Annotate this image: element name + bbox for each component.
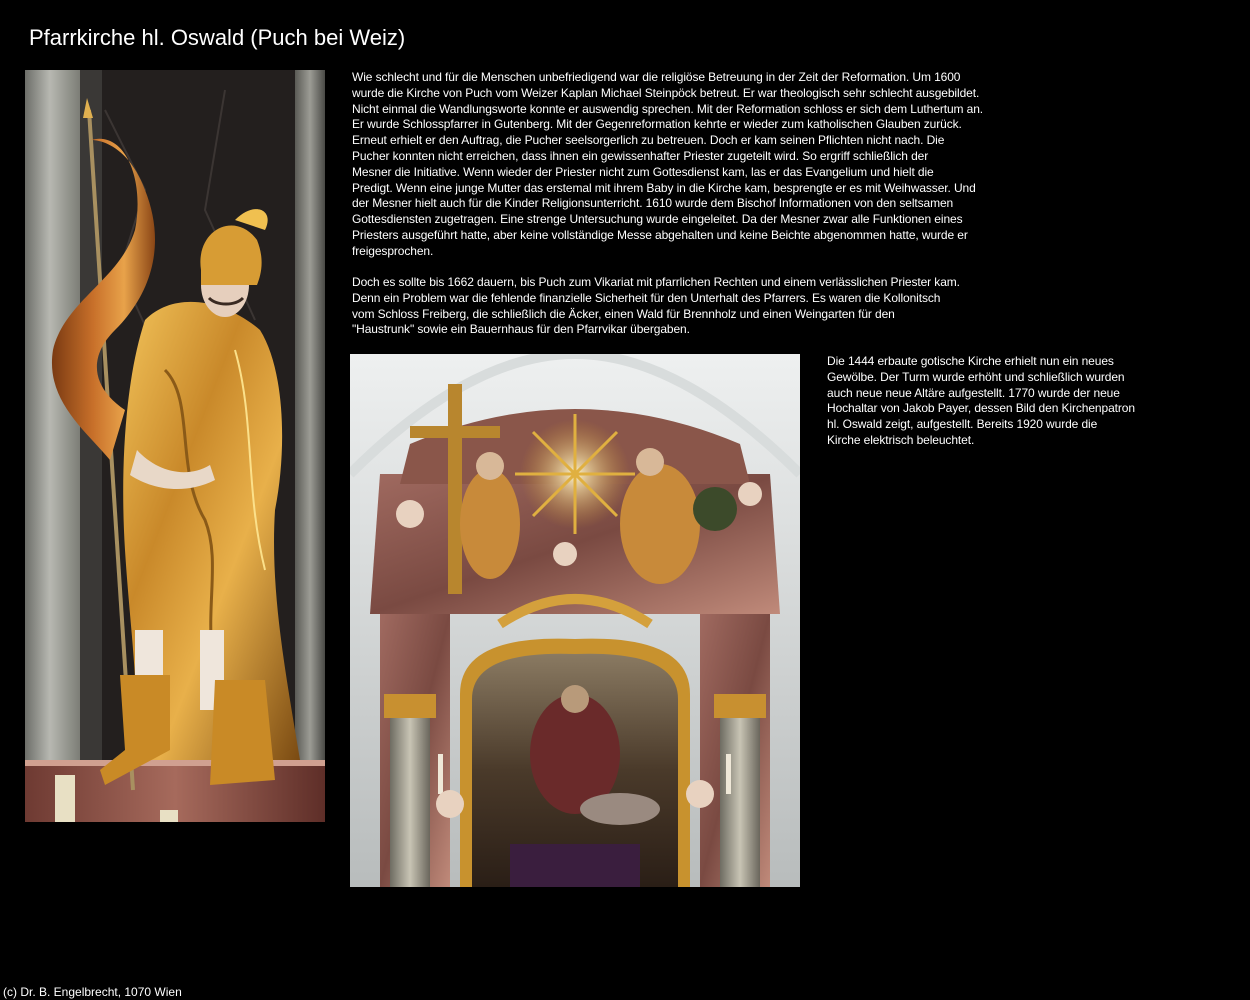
statue-photo <box>25 70 325 822</box>
high-altar-photo <box>350 354 800 887</box>
church-history-paragraph: Die 1444 erbaute gotische Kirche erhielt nun ein neues Gewölbe. Der Turm wurde erhöht und schließlich wurden auch neue neue Altäre aufgestellt. 1770 wurde der neue Hochaltar von Jakob Payer, dessen Bild den Kirchenpatron hl. Oswald zeigt, aufgestellt. Bereits 1920 wurde die Kirche elektrisch beleuchtet. <box>827 354 1135 447</box>
page-title: Pfarrkirche hl. Oswald (Puch bei Weiz) <box>29 25 406 50</box>
copyright-footer: (c) Dr. B. Engelbrecht, 1070 Wien <box>3 985 182 999</box>
history-paragraph-1: Wie schlecht und für die Menschen unbefriedigend war die religiöse Betreuung in der Zeit der Reformation. Um 1600 wurde die Kirche von Puch vom Weizer Kaplan Michael Steinpöck betreut. Er war theologisch sehr schlecht ausgebildet. Nicht einmal die Wandlungsworte konnte er auswendig sprechen. Mit der Reformation schloss er sich dem Luthertum an. Er wurde Schlosspfarrer in Gutenberg. Mit der Gegenreformation kehrte er wieder zum katholischen Glauben zurück. Erneut erhielt er den Auftrag, die Pucher seelsorgerlich zu betreuen. Doch er kam seinen Pflichten nicht nach. Die Pucher konnten nicht erreichen, dass ihnen ein gewissenhafter Priester zugeteilt wird. So ergriff schließlich der Mesner die Initiative. Wenn wieder der Priester nicht zum Gottesdienst kam, las er das Evangelium und hielt die Predigt. Wenn eine junge Mutter das erstemal mit ihrem Baby in die Kirche kam, besprengte er es mit Weihwasser. Und der Mesner hielt auch für die Kinder Religionsunterricht. 1610 wurde dem Bischof Informationen von den seltsamen Gottesdiensten zugetragen. Eine strenge Untersuchung wurde eingeleitet. Da der Mesner zwar alle Funktionen eines Priesters ausgeführt hatte, aber keine vollständige Messe abgehalten und keine Beichte abgenommen hatte, wurde er freigesprochen. <box>352 70 984 258</box>
history-paragraph-2: Doch es sollte bis 1662 dauern, bis Puch zum Vikariat mit pfarrlichen Rechten und einem verlässlichen Priester kam. Denn ein Problem war die fehlende finanzielle Sicherheit für den Unterhalt des Pfarrers. Es waren die Kollonitsch vom Schloss Freiberg, die schließlich die Äcker, einen Wald für Brennholz und einen Weingarten für den "Haustrunk" sowie ein Bauernhaus für den Pfarrvikar übergaben. <box>352 275 960 337</box>
